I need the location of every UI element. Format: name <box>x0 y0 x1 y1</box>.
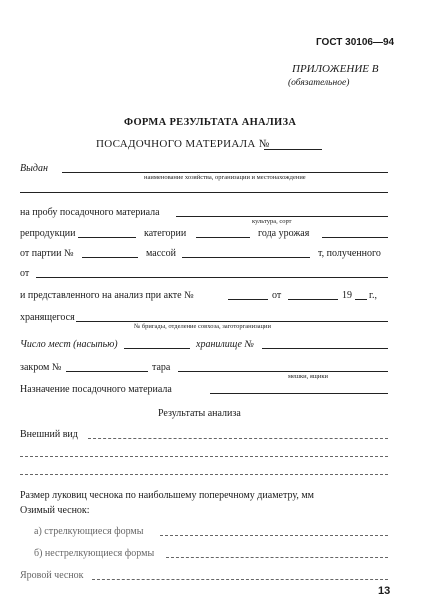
winter-garlic-label: Озимый чеснок: <box>20 505 90 516</box>
stored-line <box>76 321 388 322</box>
places-line <box>124 348 190 349</box>
issued-line-2 <box>20 192 388 193</box>
year-prefix: 19 <box>342 290 352 301</box>
mass-line <box>182 257 310 258</box>
category-line <box>196 237 250 238</box>
appendix-label: ПРИЛОЖЕНИЕ В <box>292 63 379 75</box>
year-suffix: г., <box>369 290 377 301</box>
act-number-line <box>228 299 268 300</box>
year-line <box>355 299 367 300</box>
container-caption: мешки, ящики <box>288 373 328 380</box>
form-subtitle: ПОСАДОЧНОГО МАТЕРИАЛА № <box>96 138 270 150</box>
appearance-line-2 <box>20 456 388 457</box>
harvest-year-line <box>322 237 388 238</box>
category-label: категории <box>144 228 187 239</box>
reproduction-label: репродукции <box>20 228 76 239</box>
appearance-label: Внешний вид <box>20 429 78 440</box>
appearance-line-3 <box>20 474 388 475</box>
item-a-line <box>160 535 388 536</box>
bin-label: закром № <box>20 362 62 373</box>
sample-line <box>176 216 388 217</box>
received-label: т, полученного <box>318 248 381 259</box>
appendix-note: (обязательное) <box>288 78 350 88</box>
stored-label: хранящегося <box>20 312 75 323</box>
lots-line <box>82 257 138 258</box>
spring-garlic-label: Яровой чеснок <box>20 570 84 581</box>
item-a-label: а) стрелкующиеся формы <box>34 526 144 537</box>
appearance-line <box>88 438 388 439</box>
results-title: Результаты анализа <box>158 408 241 419</box>
item-b-line <box>166 557 388 558</box>
gost-number: ГОСТ 30106—94 <box>316 37 395 48</box>
places-label: Число мест (насыпью) <box>20 339 118 350</box>
form-number-line <box>264 149 322 150</box>
submitted-label: и представленного на анализ при акте № <box>20 290 194 301</box>
bulb-size-label: Размер луковиц чеснока по наибольшему поперечному диаметру, мм <box>20 490 314 501</box>
container-line <box>178 371 388 372</box>
mass-label: массой <box>146 248 176 259</box>
bin-line <box>66 371 148 372</box>
date-from-label: от <box>272 290 282 301</box>
sample-caption: культура, сорт <box>252 218 292 225</box>
purpose-line <box>210 393 388 394</box>
act-date-line <box>288 299 338 300</box>
spring-garlic-line <box>92 579 388 580</box>
sample-label: на пробу посадочного материала <box>20 207 160 218</box>
storage-line <box>262 348 388 349</box>
from-label: от <box>20 268 30 279</box>
stored-caption: № бригады, отделение совхоза, заготорганизации <box>134 323 271 330</box>
reproduction-line <box>78 237 136 238</box>
purpose-label: Назначение посадочного материала <box>20 384 172 395</box>
storage-label: хранилище № <box>196 339 254 350</box>
harvest-year-label: года урожая <box>258 228 310 239</box>
container-label: тара <box>152 362 171 373</box>
from-line <box>36 277 388 278</box>
issued-line <box>62 172 388 173</box>
issued-label: Выдан <box>20 163 48 174</box>
page-number: 13 <box>378 585 391 597</box>
item-b-label: б) нестрелкующиеся формы <box>34 548 155 559</box>
issued-caption: наименование хозяйства, организации и местонахождение <box>144 174 306 181</box>
form-title: ФОРМА РЕЗУЛЬТАТА АНАЛИЗА <box>124 117 297 128</box>
from-lots-label: от партии № <box>20 248 74 259</box>
